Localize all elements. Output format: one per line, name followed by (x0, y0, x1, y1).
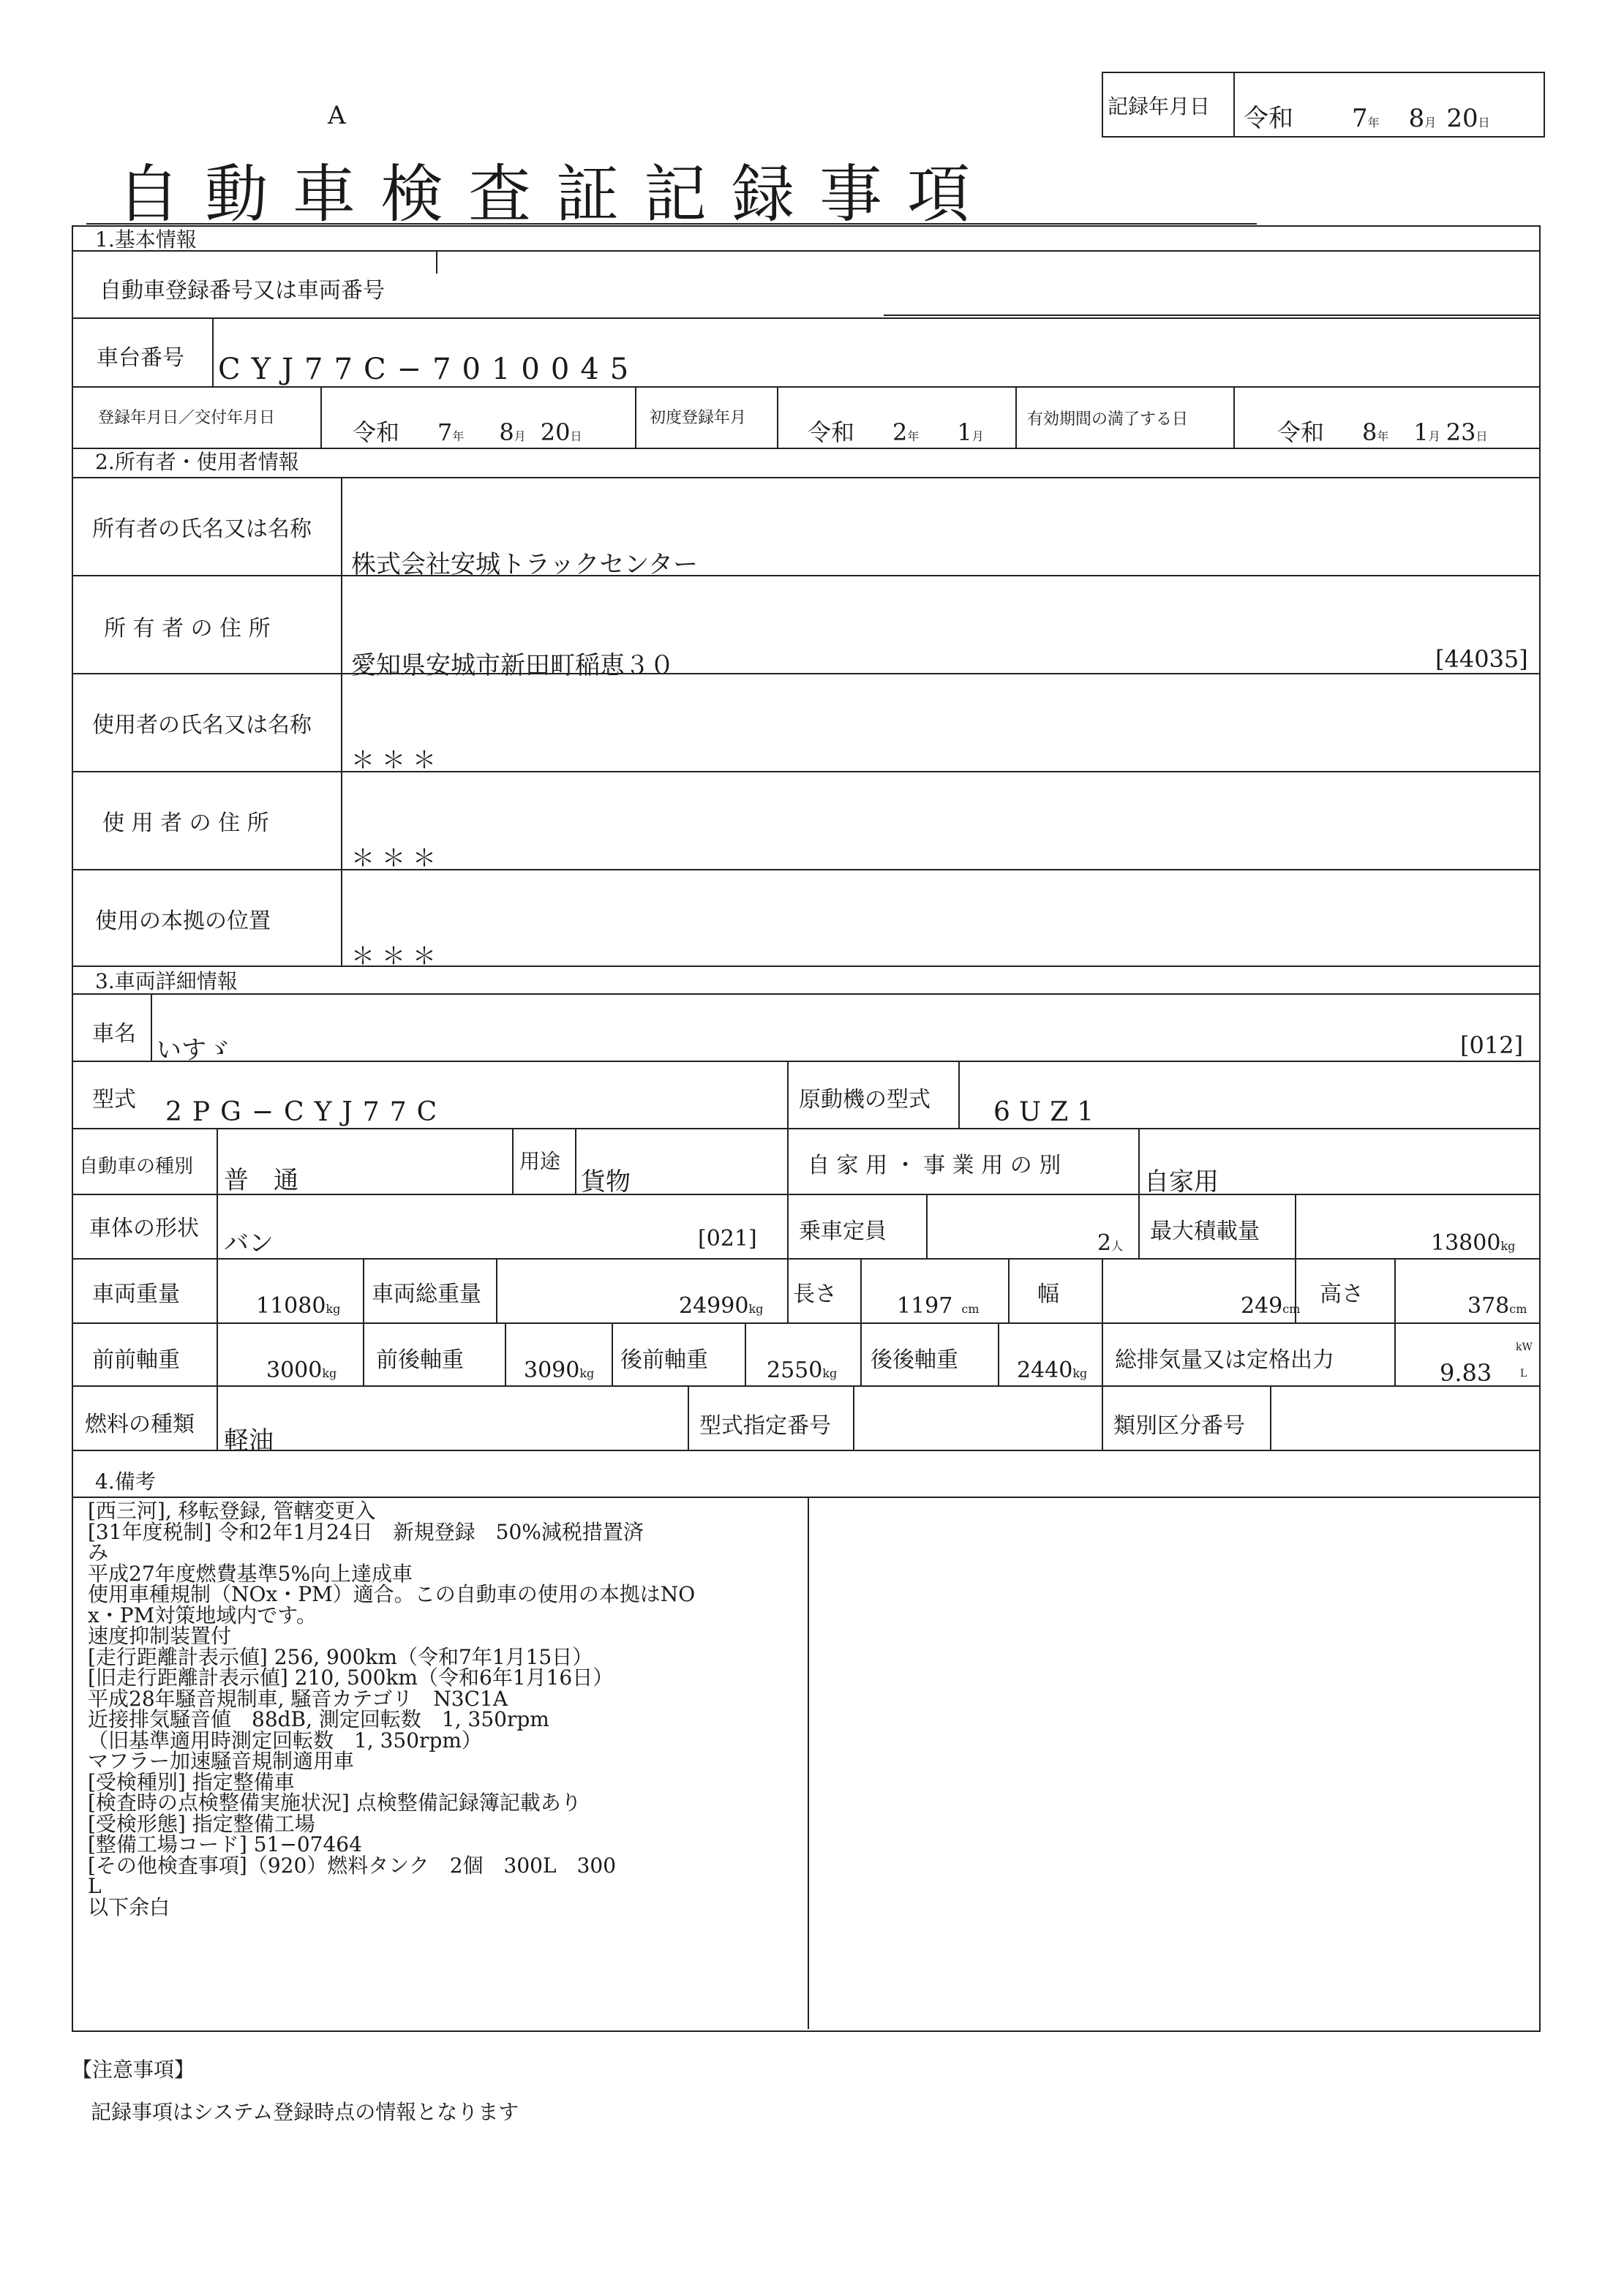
height: 378cm (1467, 1293, 1527, 1319)
private-business-label: 自 家 用 ・ 事 業 用 の 別 (808, 1153, 1061, 1178)
remark-line: 使用車種規制（NOx・PM）適合。この自動車の使用の本拠はNO (88, 1582, 696, 1606)
fuel-label: 燃料の種類 (85, 1412, 195, 1437)
notes-title: 【注意事項】 (72, 2058, 195, 2082)
capacity: 2人 (1097, 1230, 1124, 1256)
reg-number-label: 自動車登録番号又は車両番号 (99, 278, 385, 304)
owner-name-label: 所有者の氏名又は名称 (92, 516, 312, 542)
vehicle-type-label: 自動車の種別 (79, 1156, 194, 1178)
record-date: 令和 7年 8月 20日 (1244, 104, 1490, 133)
remark-line: [31年度税制] 令和2年1月24日 新規登録 50%減税措置済 (88, 1519, 644, 1544)
remark-line: み (88, 1540, 109, 1565)
vehicle-type: 普 通 (224, 1166, 298, 1195)
model-value: 2PG−CYJ77C (165, 1097, 448, 1127)
displacement: 9.83 (1440, 1359, 1492, 1387)
body-shape: バン (224, 1229, 274, 1258)
vehicle-name-code: [012] (1460, 1031, 1524, 1059)
vehicle-name-label: 車名 (92, 1021, 136, 1047)
owner-address-code: [44035] (1435, 645, 1528, 673)
remarks-text (88, 1501, 695, 1918)
first-reg-date: 令和 2年 1月 (808, 418, 984, 446)
base-location-label: 使用の本拠の位置 (95, 908, 271, 934)
designation-number-label: 型式指定番号 (699, 1413, 831, 1439)
vehicle-weight: 11080kg (256, 1293, 341, 1319)
remark-line: [受検形態] 指定整備工場 (88, 1811, 315, 1836)
length-label: 長さ (793, 1281, 837, 1307)
remark-line: L (88, 1874, 102, 1898)
owner-address-label: 所 有 者 の 住 所 (104, 616, 271, 641)
remark-line: [検査時の点検整備実施状況] 点検整備記録簿記載あり (88, 1791, 582, 1815)
user-address: ＊＊＊ (351, 844, 444, 872)
front-front-axle-label: 前前軸重 (92, 1347, 180, 1373)
rear-front-axle-label: 後前軸重 (620, 1347, 708, 1373)
user-address-label: 使 用 者 の 住 所 (102, 810, 269, 836)
owner-name: 株式会社安城トラックセンター (351, 550, 698, 579)
remark-line: 以下余白 (88, 1894, 170, 1919)
capacity-label: 乗車定員 (799, 1219, 887, 1244)
remark-line: 速度抑制装置付 (88, 1624, 232, 1648)
section-vehicle-info: 3.車両詳細情報 (95, 969, 238, 993)
remark-line: [受検種別] 指定整備車 (88, 1769, 295, 1794)
owner-address: 愛知県安城市新田町稲恵３０ (351, 651, 674, 680)
max-load-label: 最大積載量 (1150, 1219, 1260, 1244)
remark-line: [その他検査事項]（920）燃料タンク 2個 300L 300 (88, 1853, 617, 1878)
body-shape-label: 車体の形状 (89, 1216, 199, 1241)
user-name-label: 使用者の氏名又は名称 (92, 712, 312, 738)
engine-value: 6UZ1 (993, 1097, 1103, 1127)
displacement-unit-l: L (1520, 1368, 1527, 1380)
remark-line: [旧走行距離計表示値] 210, 500km（令和6年1月16日） (88, 1665, 614, 1690)
fuel-value: 軽油 (224, 1426, 274, 1456)
base-location: ＊＊＊ (351, 942, 444, 970)
use-label: 用途 (519, 1149, 561, 1173)
displacement-label: 総排気量又は定格出力 (1115, 1347, 1334, 1373)
height-label: 高さ (1320, 1281, 1364, 1307)
remark-line: [西三河], 移転登録, 管轄変更入 (88, 1499, 376, 1523)
width: 249cm (1241, 1293, 1301, 1319)
record-date-label: 記録年月日 (1108, 94, 1211, 118)
chassis-label: 車台番号 (97, 345, 184, 371)
reg-date: 令和 7年 8月 20日 (353, 418, 582, 446)
remark-line: [走行距離計表示値] 256, 900km（令和7年1月15日） (88, 1644, 593, 1669)
remark-line: [整備工場コード] 51−07464 (88, 1832, 362, 1856)
notes-text: 記録事項はシステム登録時点の情報となります (91, 2100, 519, 2124)
front-front-axle: 3000kg (266, 1358, 337, 1383)
chassis-value: CYJ77C−7010045 (218, 353, 640, 386)
rear-front-axle: 2550kg (767, 1358, 838, 1383)
section-basic-info: 1.基本情報 (95, 227, 197, 252)
category-number-label: 類別区分番号 (1113, 1413, 1245, 1439)
model-label: 型式 (92, 1087, 136, 1113)
front-rear-axle-label: 前後軸重 (376, 1347, 464, 1373)
private-business-value: 自家用 (1144, 1167, 1219, 1197)
user-name: ＊＊＊ (351, 746, 444, 774)
first-reg-label: 初度登録年月 (650, 409, 747, 427)
section-owner-info: 2.所有者・使用者情報 (95, 450, 299, 474)
remark-line: x・PM対策地域内です。 (88, 1603, 317, 1627)
header-mark: A (328, 101, 346, 130)
section-remarks: 4.備考 (95, 1469, 156, 1494)
rear-rear-axle-label: 後後軸重 (871, 1347, 958, 1373)
remark-line: マフラー加速騒音規制適用車 (88, 1749, 355, 1773)
engine-label: 原動機の型式 (799, 1087, 931, 1113)
length: 1197 cm (897, 1293, 980, 1319)
gross-weight-label: 車両総重量 (372, 1281, 481, 1307)
reg-date-label: 登録年月日／交付年月日 (98, 409, 276, 427)
max-load: 13800kg (1431, 1230, 1516, 1256)
expiry-date: 令和 8年 1月 23日 (1277, 418, 1488, 446)
vehicle-weight-label: 車両重量 (92, 1281, 180, 1307)
rear-rear-axle: 2440kg (1017, 1358, 1088, 1383)
body-shape-code: [021] (698, 1226, 757, 1251)
vehicle-name: いすゞ (157, 1036, 231, 1065)
remark-line: （旧基準適用時測定回転数 1, 350rpm） (88, 1728, 482, 1753)
displacement-unit-kw: kW (1516, 1341, 1533, 1353)
width-label: 幅 (1037, 1281, 1059, 1307)
use-value: 貨物 (581, 1167, 631, 1197)
gross-weight: 24990kg (679, 1293, 764, 1319)
document-title: 自動車検査証記録事項 (117, 158, 995, 231)
remark-line: 平成27年度燃費基準5%向上達成車 (88, 1561, 413, 1586)
remark-line: 近接排気騒音値 88dB, 測定回転数 1, 350rpm (88, 1707, 549, 1731)
remark-line: 平成28年騒音規制車, 騒音カテゴリ N3C1A (88, 1686, 508, 1711)
front-rear-axle: 3090kg (524, 1358, 595, 1383)
expiry-label: 有効期間の満了する日 (1027, 410, 1189, 429)
